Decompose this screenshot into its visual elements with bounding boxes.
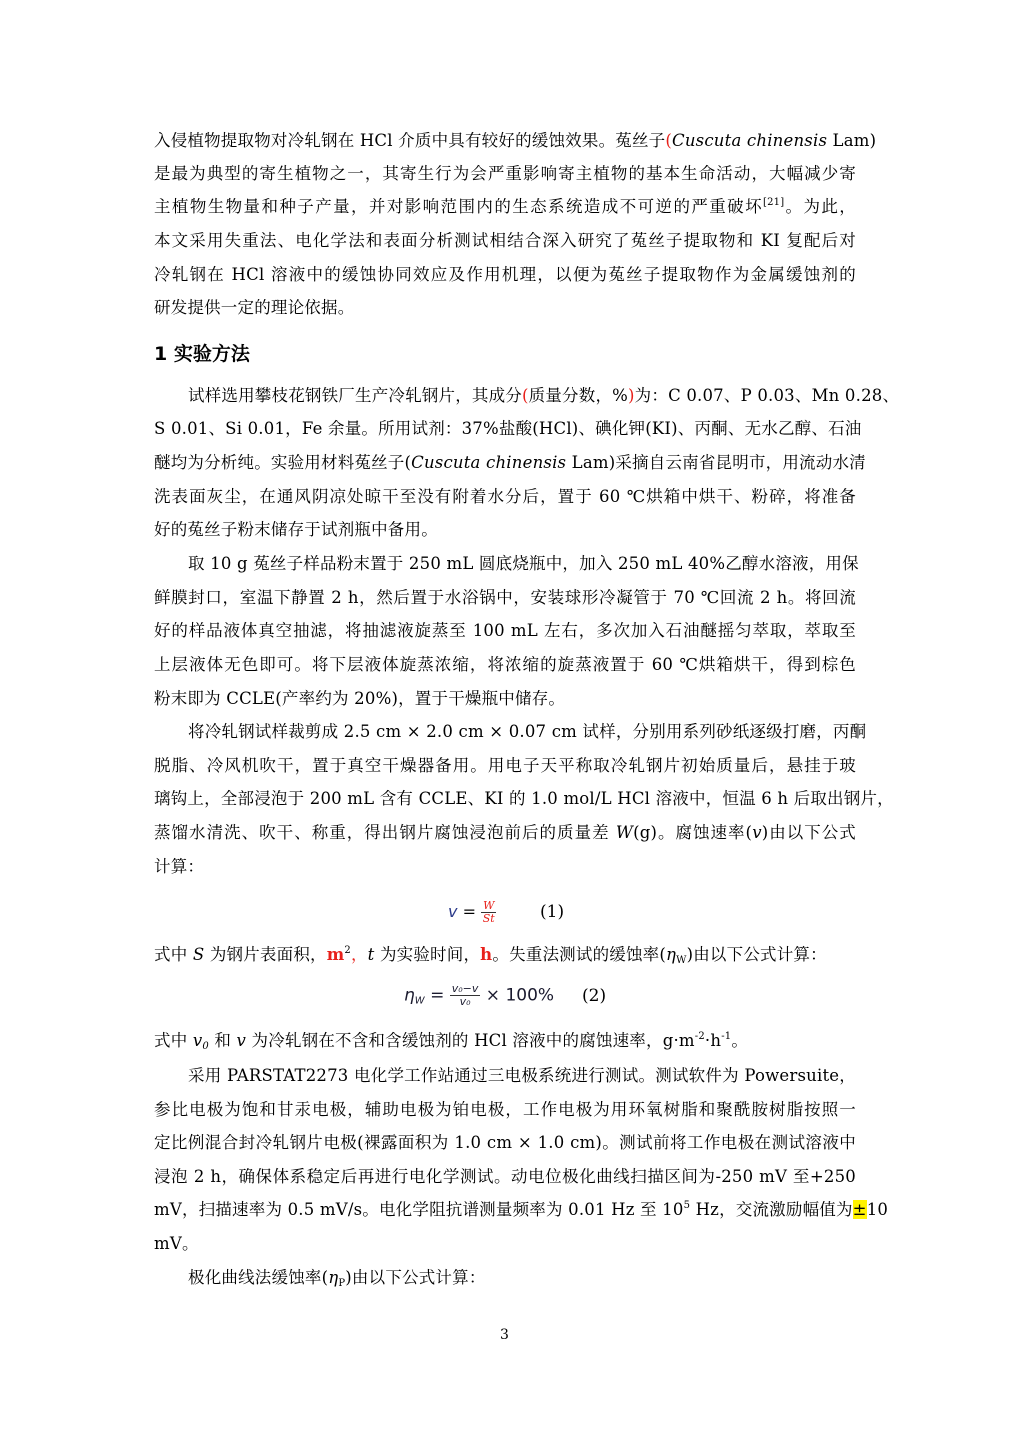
paragraph-line: 参比电极为饱和甘汞电极，辅助电极为铂电极，工作电极为用环氧树脂和聚酰胺树脂按照一 — [154, 1100, 856, 1119]
paragraph-line: 式中 $v_0$ 和 v 为冷轧钢在不含和含缓蚀剂的 HCl 溶液中的腐蚀速率，$g\cdot m^{-2}\cdot h^{-1}$。 — [154, 1031, 749, 1052]
paragraph-line: 洗表面灰尘，在通风阴凉处晾干至没有附着水分后，置于 60 ℃烘箱中烘干、粉碎，将准备 — [154, 487, 856, 506]
paragraph-line: 取 10 g 菟丝子样品粉末置于 250 mL 圆底烧瓶中，加入 250 mL 40%乙醇水溶液，用保 — [188, 554, 859, 573]
paragraph-line: 是最为典型的寄生植物之一，其寄生行为会严重影响寄主植物的基本生命活动，大幅减少寄 — [154, 164, 856, 183]
paragraph-line: 主植物生物量和种子产量，并对影响范围内的生态系统造成不可逆的严重破坏[21]。为此， — [154, 197, 856, 216]
page-number: 3 — [500, 1327, 509, 1343]
paragraph-line: 好的菟丝子粉末储存于试剂瓶中备用。 — [154, 520, 438, 539]
paragraph-line: 采用 PARSTAT2273 电化学工作站通过三电极系统进行测试。测试软件为 Powersuite， — [188, 1066, 856, 1085]
equation-number: (2) — [582, 986, 607, 1006]
paragraph-line: 试样选用攀枝花钢铁厂生产冷轧钢片，其成分(质量分数，%)为：C 0.07、P 0.03、Mn 0.28、 — [188, 386, 900, 405]
citation-ref: [21] — [763, 197, 785, 208]
paragraph-line: 蒸馏水清洗、吹干、称重，得出钢片腐蚀浸泡前后的质量差 W(g)。腐蚀速率(v)由以下公式 — [154, 823, 856, 842]
equation-1: v = $\frac{W}{St}$ — [448, 899, 495, 925]
paragraph-line: 浸泡 2 h，确保体系稳定后再进行电化学测试。动电位极化曲线扫描区间为-250 mV 至+250 — [154, 1167, 856, 1186]
equation-fraction: $\frac{W}{St}$ — [482, 899, 495, 925]
paragraph-line: 粉末即为 CCLE(产率约为 20%)，置于干燥瓶中储存。 — [154, 689, 566, 708]
paragraph-line: 醚均为分析纯。实验用材料菟丝子(Cuscuta chinensis Lam)采摘自云南省昆明市，用流动水清 — [154, 453, 866, 472]
paragraph-line: 研发提供一定的理论依据。 — [154, 298, 355, 317]
section-heading: 1 实验方法 — [154, 343, 250, 365]
paragraph-line: 将冷轧钢试样裁剪成 2.5 cm × 2.0 cm × 0.07 cm 试样，分别用系列砂纸逐级打磨，丙酮 — [188, 722, 867, 741]
paragraph-line: 入侵植物提取物对冷轧钢在 HCl 介质中具有较好的缓蚀效果。菟丝子(Cuscuta chinensis Lam) — [154, 131, 877, 150]
paragraph-line: 璃钩上，全部浸泡于 200 mL 含有 CCLE、KI 的 1.0 mol/L HCl 溶液中，恒温 6 h 后取出钢片， — [154, 789, 894, 808]
paragraph-line: 鲜膜封口，室温下静置 2 h，然后置于水浴锅中，安装球形冷凝管于 70 ℃回流 2 h。将回流 — [154, 588, 856, 607]
equation-2: $\eta_W$ = $\frac{\text{v₀−v}}{\text{v₀}}$ × 100% — [404, 982, 555, 1008]
paragraph-line: 脱脂、冷风机吹干，置于真空干燥器备用。用电子天平称取冷轧钢片初始质量后，悬挂于玻 — [154, 756, 856, 775]
paragraph-line: 冷轧钢在 HCl 溶液中的缓蚀协同效应及作用机理，以便为菟丝子提取物作为金属缓蚀剂的 — [154, 265, 856, 284]
paragraph-line: mV。 — [154, 1234, 199, 1253]
highlighted-text: ± — [852, 1200, 867, 1219]
paragraph-line: 极化曲线法缓蚀率$(\eta_P)$由以下公式计算： — [188, 1268, 486, 1289]
paragraph-line: mV，扫描速率为 0.5 mV/s。电化学阻抗谱测量频率为 0.01 Hz 至 $10^5$ Hz，交流激励幅值为±10 — [154, 1200, 889, 1219]
paragraph-line: 式中 S 为钢片表面积，$m^2$，t 为实验时间，h。失重法测试的缓蚀率$(\eta_W)$由以下公式计算： — [154, 945, 827, 966]
equation-number: (1) — [540, 902, 565, 922]
paragraph-line: 上层液体无色即可。将下层液体旋蒸浓缩，将浓缩的旋蒸液置于 60 ℃烘箱烘干，得到棕色 — [154, 655, 856, 674]
paragraph-line: 计算： — [154, 857, 205, 876]
paragraph-line: 好的样品液体真空抽滤，将抽滤液旋蒸至 100 mL 左右，多次加入石油醚摇匀萃取，萃取至 — [154, 621, 856, 640]
paragraph-line: S 0.01、Si 0.01，Fe 余量。所用试剂：37%盐酸(HCl)、碘化钾(KI)、丙酮、无水乙醇、石油 — [154, 419, 862, 438]
paragraph-line: 本文采用失重法、电化学法和表面分析测试相结合深入研究了菟丝子提取物和 KI 复配后对 — [154, 231, 856, 250]
paragraph-line: 定比例混合封冷轧钢片电极(裸露面积为 1.0 cm × 1.0 cm)。测试前将工作电极在测试溶液中 — [154, 1133, 856, 1152]
equation-fraction: $\frac{\text{v₀−v}}{\text{v₀}}$ — [451, 982, 479, 1008]
